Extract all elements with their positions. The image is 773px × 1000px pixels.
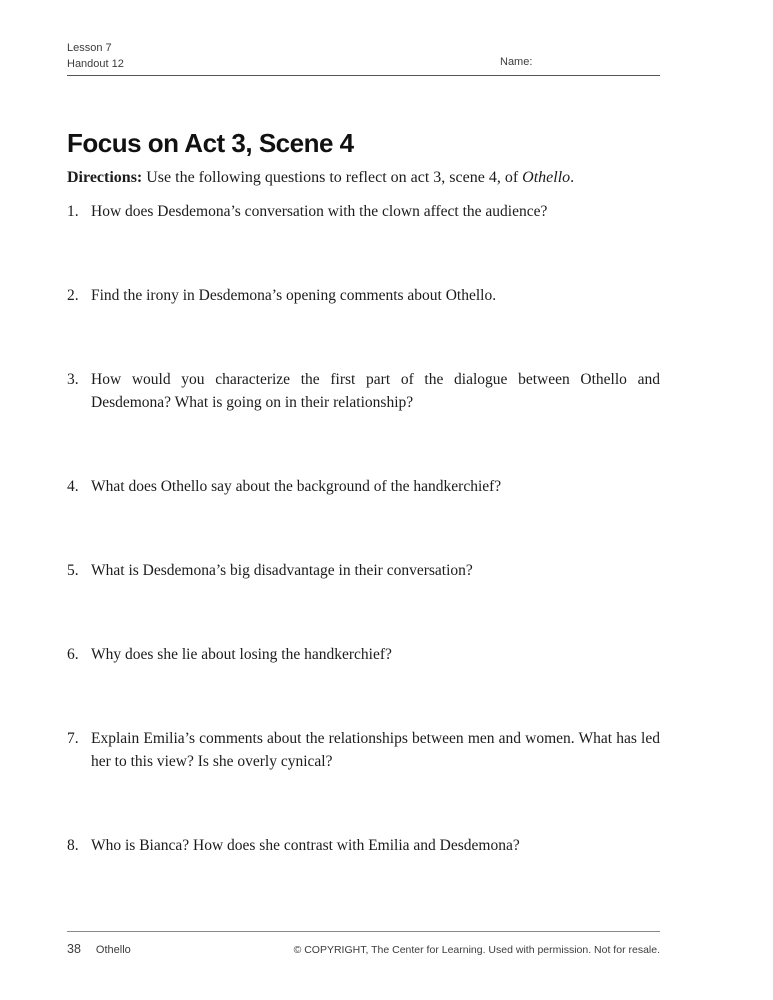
question-number: 5. — [67, 562, 79, 579]
question-number: 1. — [67, 203, 79, 220]
question-number: 2. — [67, 287, 79, 304]
question-text: What does Othello say about the background of the handkerchief? — [91, 478, 502, 495]
directions-label: Directions: — [67, 169, 143, 186]
question-number: 3. — [67, 371, 79, 388]
question-number: 7. — [67, 730, 79, 747]
question-item — [67, 200, 660, 223]
question-item — [67, 368, 660, 414]
name-field-label: Name: — [500, 56, 533, 68]
question-item — [67, 559, 660, 582]
question-item — [67, 284, 660, 307]
header-lesson-block — [67, 40, 124, 72]
page-title: Focus on Act 3, Scene 4 — [67, 128, 354, 158]
directions — [67, 167, 660, 189]
question-text: Why does she lie about losing the handkerchief? — [91, 646, 392, 663]
question-item — [67, 727, 660, 773]
question-text: Who is Bianca? How does she contrast with Emilia and Desdemona? — [91, 837, 520, 854]
footer — [67, 942, 660, 956]
question-text: How would you characterize the first part of the dialogue between Othello and Desdemona? What is going on in their relationship? — [91, 371, 660, 411]
handout-label: Handout 12 — [67, 58, 124, 70]
question-item — [67, 643, 660, 666]
question-text: What is Desdemona’s big disadvantage in their conversation? — [91, 562, 473, 579]
directions-book-title: Othello — [522, 169, 571, 186]
question-number: 4. — [67, 478, 79, 495]
question-list — [67, 200, 660, 918]
question-text: Find the irony in Desdemona’s opening comments about Othello. — [91, 287, 497, 304]
question-item — [67, 834, 660, 857]
question-number: 8. — [67, 837, 79, 854]
directions-text-end: . — [570, 169, 575, 186]
question-text: Explain Emilia’s comments about the relationships between men and women. What has led her to this view? Is she overly cynical? — [91, 730, 660, 770]
page-number: 38 — [67, 942, 81, 956]
footer-book-title: Othello — [95, 944, 131, 956]
question-item — [67, 475, 660, 498]
copyright-notice: © COPYRIGHT, The Center for Learning. Used with permission. Not for resale. — [293, 944, 660, 956]
footer-divider — [67, 931, 660, 932]
directions-text: Use the following questions to reflect on act 3, scene 4, of — [142, 169, 523, 186]
question-number: 6. — [67, 646, 79, 663]
header-divider — [67, 75, 660, 76]
lesson-label: Lesson 7 — [67, 42, 112, 54]
question-text: How does Desdemona’s conversation with the clown affect the audience? — [91, 203, 548, 220]
